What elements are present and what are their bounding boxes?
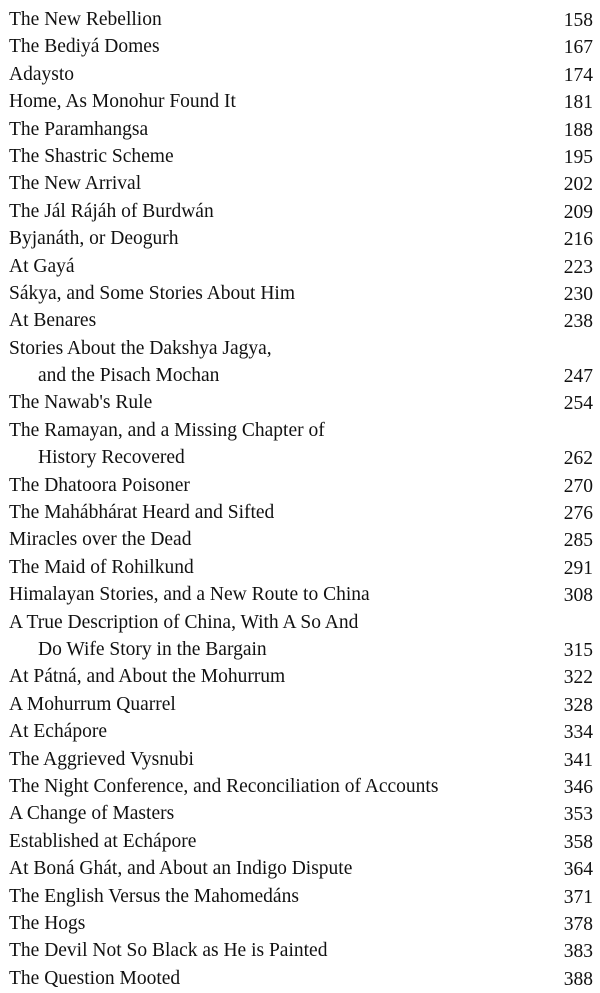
toc-entry-line (0, 609, 600, 636)
page-number: 383 (563, 941, 593, 963)
toc-entry-line (0, 773, 600, 800)
toc-entry (0, 773, 600, 800)
toc-entry-line (0, 526, 600, 553)
chapter-title: The Mahábhárat Heard and Sifted (9, 502, 275, 524)
chapter-title: At Boná Ghát, and About an Indigo Dispute (9, 858, 353, 880)
toc-entry (0, 116, 600, 143)
toc-entry (0, 417, 600, 472)
page-number: 216 (563, 229, 593, 251)
page-number: 378 (563, 913, 593, 935)
page-number: 270 (563, 475, 593, 497)
toc-entry (0, 965, 600, 992)
page-number: 358 (563, 831, 593, 853)
chapter-title: A Change of Masters (9, 803, 175, 825)
chapter-title: The Question Mooted (9, 967, 181, 989)
toc-entry-line (0, 937, 600, 964)
page-number: 202 (563, 174, 593, 196)
toc-entry (0, 526, 600, 553)
page-number: 209 (563, 201, 593, 223)
page-number: 247 (563, 366, 593, 388)
toc-entry (0, 335, 600, 390)
toc-entry-line (0, 170, 600, 197)
toc-entry-line (0, 88, 600, 115)
toc-entry (0, 472, 600, 499)
chapter-title: The Ramayan, and a Missing Chapter of (9, 419, 325, 441)
toc-entry (0, 170, 600, 197)
toc-entry-line (0, 499, 600, 526)
page-number: 388 (563, 968, 593, 990)
chapter-title: The English Versus the Mahomedáns (9, 885, 299, 907)
page-number: 195 (563, 146, 593, 168)
toc-entry (0, 910, 600, 937)
chapter-title: Stories About the Dakshya Jagya, (9, 337, 272, 359)
chapter-title: At Benares (9, 310, 97, 332)
page-number: 262 (563, 448, 593, 470)
page-number: 291 (563, 557, 593, 579)
chapter-title: Himalayan Stories, and a New Route to China (9, 584, 370, 606)
page-number: 254 (563, 393, 593, 415)
toc-entry-line (0, 746, 600, 773)
toc-entry (0, 280, 600, 307)
page-number: 315 (563, 639, 593, 661)
chapter-title: The New Rebellion (9, 9, 162, 30)
toc-entry (0, 499, 600, 526)
toc-entry (0, 307, 600, 334)
toc-entry-line (0, 965, 600, 992)
toc-entry (0, 855, 600, 882)
toc-entry-line (0, 910, 600, 937)
toc-entry-line (0, 253, 600, 280)
chapter-title: The Nawab's Rule (9, 392, 153, 414)
toc-entry-line (0, 6, 600, 33)
toc-entry (0, 937, 600, 964)
chapter-title: At Pátná, and About the Mohurrum (9, 666, 286, 688)
chapter-title: Established at Echápore (9, 830, 197, 852)
chapter-title: and the Pisach Mochan (38, 365, 220, 387)
toc-entry-line (0, 800, 600, 827)
chapter-title: The Bediyá Domes (9, 36, 160, 58)
chapter-title: A Mohurrum Quarrel (9, 693, 176, 715)
page-number: 341 (563, 749, 593, 771)
toc-entry (0, 828, 600, 855)
page-number: 230 (563, 283, 593, 305)
toc-entry-continuation-line (0, 636, 600, 663)
toc-entry (0, 253, 600, 280)
chapter-title: A True Description of China, With A So And (9, 611, 359, 633)
toc-entry (0, 389, 600, 416)
toc-entry-line (0, 198, 600, 225)
toc-entry-line (0, 33, 600, 60)
page-number: 353 (563, 804, 593, 826)
toc-entry (0, 88, 600, 115)
toc-entry-continuation-line (0, 362, 600, 389)
toc-entry-line (0, 581, 600, 608)
toc-entry-line (0, 143, 600, 170)
chapter-title: The Devil Not So Black as He is Painted (9, 940, 328, 962)
page-number: 174 (563, 64, 593, 86)
page-number: 346 (563, 776, 593, 798)
chapter-title: The Jál Rájáh of Burdwán (9, 200, 214, 222)
toc-entry-line (0, 335, 600, 362)
toc-entry (0, 663, 600, 690)
toc-entry (0, 800, 600, 827)
chapter-title: The Aggrieved Vysnubi (9, 748, 194, 770)
page-number: 334 (563, 722, 593, 744)
chapter-title: The Paramhangsa (9, 118, 149, 140)
toc-entry (0, 198, 600, 225)
chapter-title: At Gayá (9, 255, 75, 277)
toc-entry (0, 718, 600, 745)
chapter-title: Byjanáth, or Deogurh (9, 228, 179, 250)
toc-entry-line (0, 554, 600, 581)
toc-entry (0, 554, 600, 581)
toc-entry-line (0, 307, 600, 334)
page-number: 285 (563, 530, 593, 552)
chapter-title: The Night Conference, and Reconciliation of Accounts (9, 775, 439, 797)
page-number: 223 (563, 256, 593, 278)
toc-entry (0, 6, 600, 33)
toc-entry-continuation-line (0, 444, 600, 471)
toc-entry (0, 143, 600, 170)
toc-entry (0, 746, 600, 773)
toc-entry-line (0, 883, 600, 910)
chapter-title: The Shastric Scheme (9, 145, 174, 167)
page-number: 188 (563, 119, 593, 141)
page-number: 158 (563, 10, 593, 31)
chapter-title: Do Wife Story in the Bargain (38, 638, 267, 660)
chapter-title: Adaysto (9, 63, 74, 85)
toc-entry (0, 691, 600, 718)
page-number: 181 (563, 92, 593, 114)
toc-entry-line (0, 225, 600, 252)
page-number: 322 (563, 667, 593, 689)
chapter-title: Miracles over the Dead (9, 529, 192, 551)
chapter-title: The New Arrival (9, 173, 142, 195)
chapter-title: History Recovered (38, 447, 185, 469)
toc-entry (0, 581, 600, 608)
table-of-contents (0, 6, 600, 992)
toc-entry-line (0, 472, 600, 499)
page-number: 328 (563, 694, 593, 716)
toc-entry-line (0, 417, 600, 444)
chapter-title: The Dhatoora Poisoner (9, 474, 190, 496)
page-number: 364 (563, 859, 593, 881)
toc-entry (0, 225, 600, 252)
toc-entry-line (0, 855, 600, 882)
toc-entry (0, 61, 600, 88)
chapter-title: Home, As Monohur Found It (9, 91, 236, 113)
toc-entry-line (0, 389, 600, 416)
toc-entry (0, 883, 600, 910)
toc-entry-line (0, 663, 600, 690)
toc-entry-line (0, 718, 600, 745)
toc-entry-line (0, 61, 600, 88)
page-number: 276 (563, 503, 593, 525)
toc-entry (0, 33, 600, 60)
page-number: 308 (563, 585, 593, 607)
toc-entry (0, 609, 600, 664)
page-number: 167 (563, 37, 593, 59)
chapter-title: The Hogs (9, 912, 86, 934)
toc-entry-line (0, 280, 600, 307)
toc-entry-line (0, 691, 600, 718)
toc-entry-line (0, 828, 600, 855)
chapter-title: Sákya, and Some Stories About Him (9, 282, 295, 304)
toc-entry-line (0, 116, 600, 143)
page-number: 238 (563, 311, 593, 333)
page-number: 371 (563, 886, 593, 908)
chapter-title: The Maid of Rohilkund (9, 556, 194, 578)
chapter-title: At Echápore (9, 721, 107, 743)
